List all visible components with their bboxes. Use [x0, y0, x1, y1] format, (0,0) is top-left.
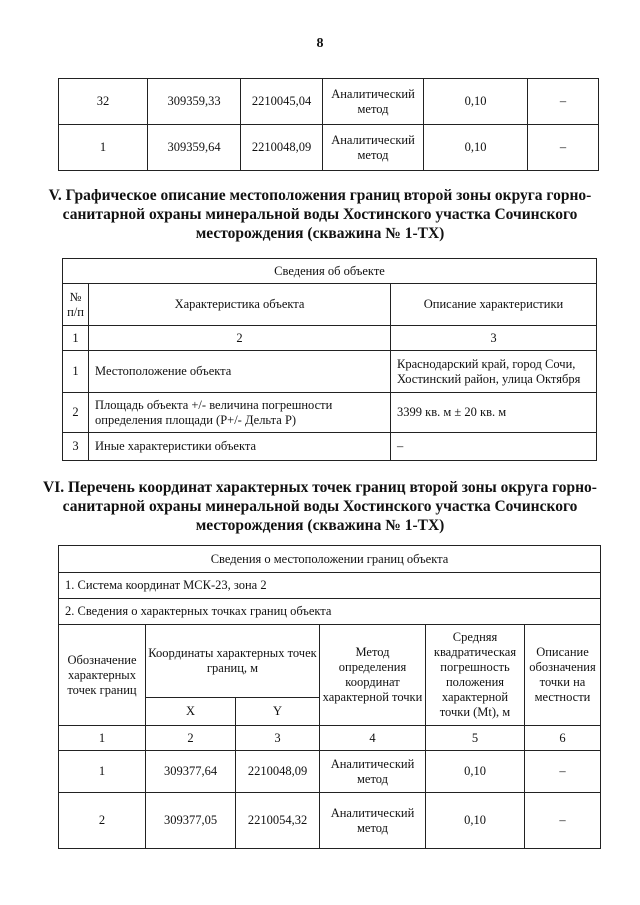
- column-number: 3: [236, 726, 320, 751]
- table-row: [63, 393, 597, 433]
- point-cell: 1: [59, 125, 148, 171]
- x-cell: 309377,64: [146, 751, 236, 793]
- mt-cell: 0,10: [424, 125, 528, 171]
- boundary-points-table: [58, 545, 601, 849]
- method-cell: Аналитический метод: [320, 751, 426, 793]
- header-mt: Средняя квадратическая погрешность положения характерной точки (Mt), м: [426, 625, 525, 726]
- table-title: Сведения о местоположении границ объекта: [59, 546, 601, 573]
- header-number: № п/п: [63, 284, 89, 326]
- column-number: 6: [525, 726, 601, 751]
- section-6-heading: VI. Перечень координат характерных точек границ второй зоны округа горно-санитарной охраны минеральной воды Хостинского участка Сочинского месторождения (скважина № 1-ТХ): [43, 479, 597, 534]
- point-cell: 1: [59, 751, 146, 793]
- column-number: 3: [391, 326, 597, 351]
- x-cell: 309359,33: [148, 79, 241, 125]
- object-info-table: [62, 258, 597, 461]
- method-cell: Аналитический метод: [323, 79, 424, 125]
- header-coords: Координаты характерных точек границ, м: [146, 625, 320, 698]
- row-number: 1: [63, 351, 89, 393]
- row-name: Площадь объекта +/- величина погрешности определения площади (Р+/- Дельта Р): [89, 393, 391, 433]
- row-value: Краснодарский край, город Сочи, Хостинский район, улица Октября: [391, 351, 597, 393]
- coordinates-table-continued: [58, 78, 599, 171]
- desc-cell: –: [528, 125, 599, 171]
- mt-cell: 0,10: [426, 751, 525, 793]
- row-name: Местоположение объекта: [89, 351, 391, 393]
- row-name: Иные характеристики объекта: [89, 433, 391, 461]
- mt-cell: 0,10: [424, 79, 528, 125]
- header-y: Y: [236, 698, 320, 726]
- row-value: 3399 кв. м ± 20 кв. м: [391, 393, 597, 433]
- point-cell: 2: [59, 793, 146, 849]
- header-x: X: [146, 698, 236, 726]
- column-number: 2: [89, 326, 391, 351]
- row-number: 2: [63, 393, 89, 433]
- coordinate-system: 1. Система координат МСК-23, зона 2: [59, 573, 601, 599]
- table-row: [63, 351, 597, 393]
- header-description: Описание характеристики: [391, 284, 597, 326]
- column-number: 5: [426, 726, 525, 751]
- table-row: [59, 79, 599, 125]
- table-row: [59, 125, 599, 171]
- mt-cell: 0,10: [426, 793, 525, 849]
- y-cell: 2210045,04: [241, 79, 323, 125]
- row-value: –: [391, 433, 597, 461]
- row-number: 3: [63, 433, 89, 461]
- column-number: 1: [63, 326, 89, 351]
- method-cell: Аналитический метод: [320, 793, 426, 849]
- desc-cell: –: [525, 751, 601, 793]
- x-cell: 309377,05: [146, 793, 236, 849]
- desc-cell: –: [525, 793, 601, 849]
- y-cell: 2210048,09: [241, 125, 323, 171]
- table-title: Сведения об объекте: [63, 259, 597, 284]
- y-cell: 2210054,32: [236, 793, 320, 849]
- table-row: [63, 433, 597, 461]
- section-5-heading: V. Графическое описание местоположения границ второй зоны округа горно-санитарной охраны минеральной воды Хостинского участка Сочинского месторождения (скважина № 1-ТХ): [48, 187, 592, 242]
- header-designation: Обозначение характерных точек границ: [59, 625, 146, 726]
- column-number: 1: [59, 726, 146, 751]
- table-row: [59, 751, 601, 793]
- method-cell: Аналитический метод: [323, 125, 424, 171]
- x-cell: 309359,64: [148, 125, 241, 171]
- desc-cell: –: [528, 79, 599, 125]
- page-number: 8: [316, 36, 324, 51]
- header-desc: Описание обозначения точки на местности: [525, 625, 601, 726]
- header-characteristic: Характеристика объекта: [89, 284, 391, 326]
- y-cell: 2210048,09: [236, 751, 320, 793]
- points-title: 2. Сведения о характерных точках границ объекта: [59, 599, 601, 625]
- column-number: 4: [320, 726, 426, 751]
- column-number: 2: [146, 726, 236, 751]
- point-cell: 32: [59, 79, 148, 125]
- header-method: Метод определения координат характерной точки: [320, 625, 426, 726]
- table-row: [59, 793, 601, 849]
